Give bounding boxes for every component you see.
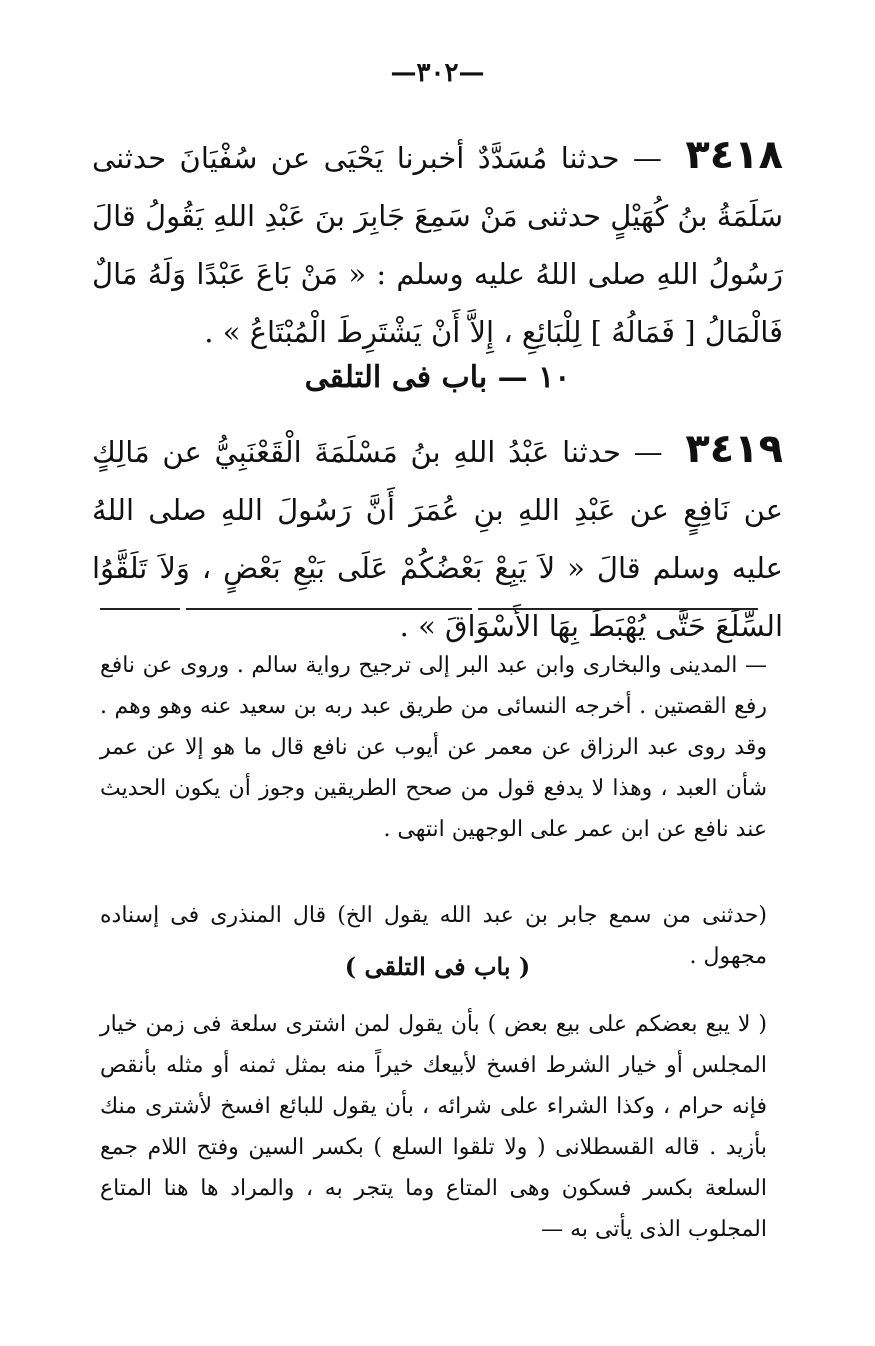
hadith-text: — حدثنا مُسَدَّدٌ أخبرنا يَحْيَى عن سُفْيَانَ حدثنى سَلَمَةُ بنُ كُهَيْلٍ حدثنى مَنْ سَمِعَ جَابِرَ بنَ عَبْدِ اللهِ يَقُولُ قالَ رَسُولُ اللهِ صلى اللهُ عليه وسلم : « مَنْ بَاعَ عَبْدًا وَلَهُ مَالٌ فَالْمَالُ [ فَمَالُهُ ] لِلْبَائِعِ ، إِلاَّ أَنْ يَشْتَرِطَ الْمُبْتَاعُ » . — [92, 141, 783, 349]
footnote-separator — [478, 608, 758, 610]
hadith-number: ٣٤١٩ — [685, 426, 784, 472]
hadith-text: — حدثنا عَبْدُ اللهِ بنُ مَسْلَمَةَ الْقَعْنَبِيُّ عن مَالِكٍ عن نَافِعٍ عن عَبْدِ اللهِ بنِ عُمَرَ أَنَّ رَسُولَ اللهِ صلى اللهُ عليه وسلم قالَ « لاَ يَبِعْ بَعْضُكُمْ عَلَى بَيْعِ بَعْضٍ ، وَلاَ تَلَقَّوُا السِّلَعَ حَتَّى يُهْبَطَ بِهَا الأَسْوَاقَ » . — [92, 435, 783, 643]
commentary-paragraph: (حدثنى من سمع جابر بن عبد الله يقول الخ) قال المنذرى فى إسناده مجهول . — [100, 903, 767, 969]
commentary-paragraph: ( لا يبع بعضكم على بيع بعض ) بأن يقول لمن اشترى سلعة فى زمن خيار المجلس أو خيار الشرط افسخ لأبيعك خيراً منه بمثل ثمنه أو مثله بأنقص فإنه حرام ، وكذا الشراء على شرائه ، بأن يقول للبائع افسخ لأشترى منك بأزيد . قاله القسطلانى ( ولا تلقوا السلع ) بكسر السين وفتح اللام جمع السلعة بكسر فسكون وهى المتاع وما يتجر به ، والمراد ها هنا المتاع المجلوب الذى يأتى به — — [100, 1012, 767, 1242]
commentary-heading: ( باب فى التلقى ) — [344, 952, 531, 981]
commentary-paragraph: — المدينى والبخارى وابن عبد البر إلى ترجيح رواية سالم . وروى عن نافع رفع القصتين . أخرجه النسائى من طريق عبد ربه بن سعيد عنه وهو وهم . وقد روى عبد الرزاق عن معمر عن أيوب عن نافع قال ما هو إلا عن عمر شأن العبد ، وهذا لا يدفع قول من صحح الطريقين وجوز أن يكون الحديث عند نافع عن ابن عمر على الوجهين انتهى . — [100, 653, 767, 842]
hadith-3418 — [92, 126, 783, 361]
page-number: —٣٠٢— — [390, 58, 485, 88]
footnote-separator — [186, 608, 472, 610]
hadith-3419 — [92, 420, 783, 655]
hadith-number: ٣٤١٨ — [685, 132, 784, 178]
footnote-separator — [100, 608, 180, 610]
chapter-heading: ١٠ — باب فى التلقى — [304, 360, 571, 395]
